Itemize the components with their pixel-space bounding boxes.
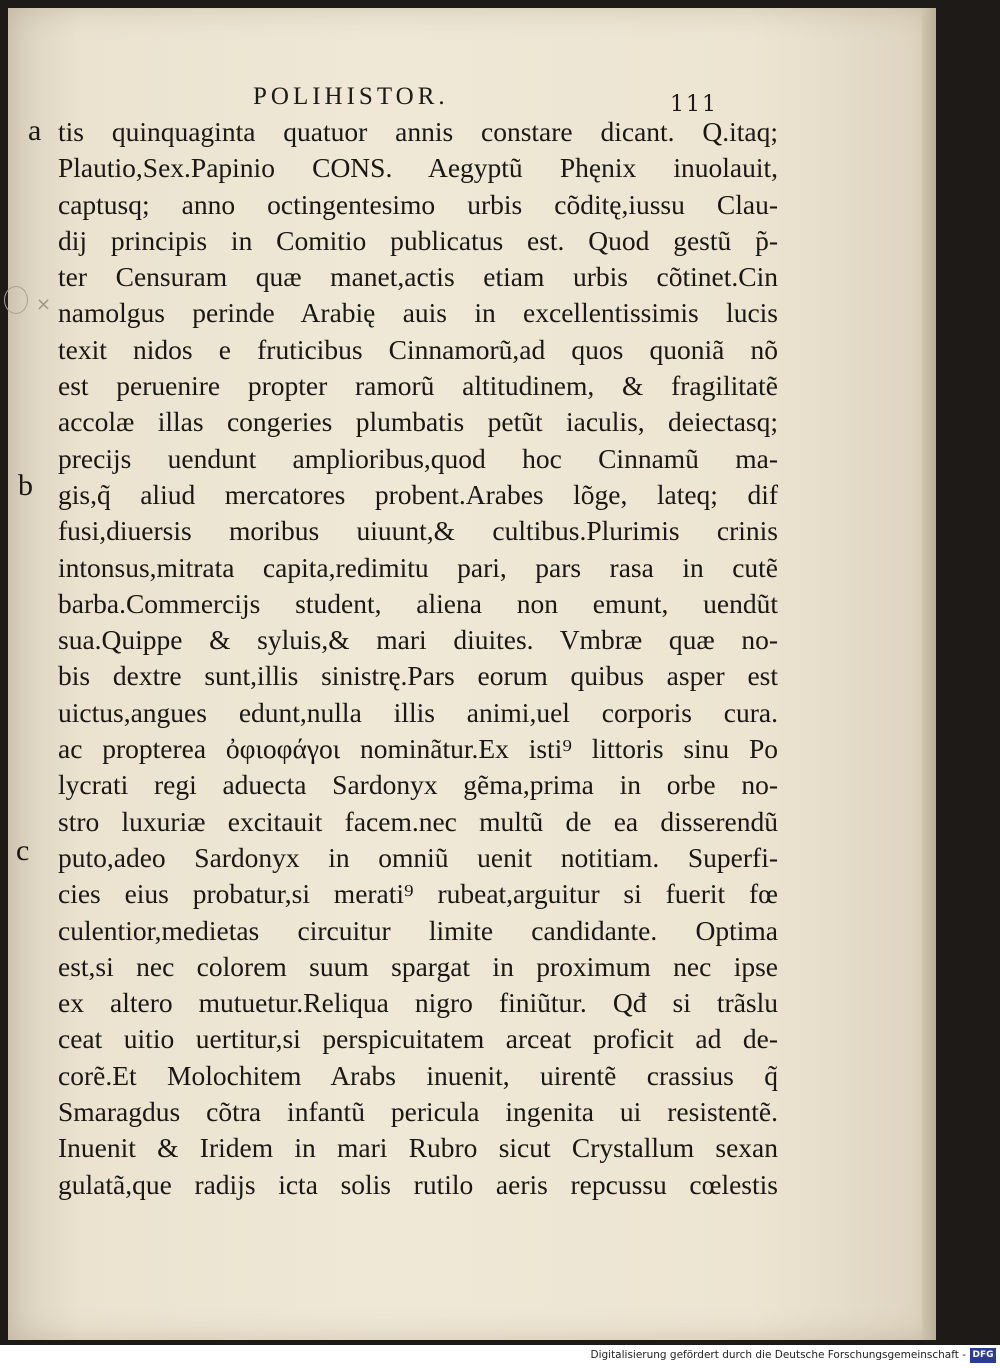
text-line: bis dextre sunt,illis sinistrę.Pars eorum quibus asper est	[58, 660, 778, 692]
text-line: Plautio,Sex.Papinio CONS. Aegyptũ Phęnix inuolauit,	[58, 152, 778, 184]
text-line: corẽ.Et Molochitem Arabs inuenit, uirentẽ crassius q̃	[58, 1059, 778, 1091]
pencil-circle-mark	[4, 286, 28, 314]
pencil-cross-mark: ×	[36, 294, 52, 315]
text-line: est,si nec colorem suum spargat in proximum nec ipse	[58, 950, 778, 982]
margin-letter-b: b	[18, 469, 33, 502]
text-line: texit nidos e fruticibus Cinnamorũ,ad quos quoniã nõ	[58, 333, 778, 365]
text-line: est peruenire propter ramorũ altitudinem, & fragilitatẽ	[58, 370, 778, 402]
text-line: ter Censuram quæ manet,actis etiam urbis cõtinet.Cin	[58, 261, 778, 293]
text-line: stro luxuriæ excitauit facem.nec multũ de ea disserendũ	[58, 805, 778, 837]
folio-number: 111	[670, 92, 718, 117]
text-line: ex altero mutuetur.Reliqua nigro finiũtur. Qđ si trãslu	[58, 987, 778, 1019]
text-line: Inuenit & Iridem in mari Rubro sicut Crystallum sexan	[58, 1132, 778, 1164]
text-line: gulatã,que radijs icta solis rutilo aeris repcussu cœlestis	[58, 1168, 778, 1200]
margin-letter-c: c	[16, 834, 30, 867]
text-line: Smaragdus cõtra infantũ pericula ingenita ui resistentẽ.	[58, 1096, 778, 1128]
margin-letter-a: a	[28, 114, 42, 147]
text-line: intonsus,mitrata capita,redimitu pari, pars rasa in cutẽ	[58, 551, 778, 583]
text-line: culentior,medietas circuitur limite candidante. Optima	[58, 914, 778, 946]
book-page	[8, 8, 936, 1340]
text-line: fusi,diuersis moribus uiuunt,& cultibus.Plurimis crinis	[58, 515, 778, 547]
text-line: sua.Quippe & syluis,& mari diuites. Vmbræ quæ no-	[58, 624, 778, 656]
body-text	[58, 114, 778, 1203]
text-line: precijs uendunt amplioribus,quod hoc Cinnamũ ma-	[58, 442, 778, 474]
text-line: lycrati regi aduecta Sardonyx gẽma,prima in orbe no-	[58, 769, 778, 801]
page-edge	[922, 8, 936, 1340]
text-line: gis,q̃ aliud mercatores probent.Arabes lõge, lateq; dif	[58, 478, 778, 510]
text-line: dij principis in Comitio publicatus est. Quod gestũ p̃-	[58, 224, 778, 256]
text-line: barba.Commercijs student, aliena non emunt, uendũt	[58, 587, 778, 619]
footer-credit: Digitalisierung gefördert durch die Deutsche Forschungsgemeinschaft -	[590, 1349, 966, 1361]
text-line: cies eius probatur,si merati⁹ rubeat,arguitur si fuerit fœ	[58, 878, 778, 910]
text-line: accolæ illas congeries plumbatis petũt iaculis, deiectasq;	[58, 406, 778, 438]
running-title: POLIHISTOR.	[253, 83, 449, 110]
text-line: ceat uitio uertitur,si perspicuitatem arceat proficit ad de-	[58, 1023, 778, 1055]
text-line: tis quinquaginta quatuor annis constare dicant. Q.itaq;	[58, 116, 778, 147]
dfg-logo: DFG	[970, 1348, 996, 1363]
text-line: uictus,angues edunt,nulla illis animi,uel corporis cura.	[58, 696, 778, 728]
text-line: ac propterea ὀφιοφάγοι nominãtur.Ex isti⁹ littoris sinu Po	[58, 733, 778, 765]
text-line: puto,adeo Sardonyx in omniũ uenit notitiam. Superfi-	[58, 841, 778, 873]
text-line: captusq; anno octingentesimo urbis cõditę,iussu Clau-	[58, 188, 778, 220]
text-line: namolgus perinde Arabię auis in excellentissimis lucis	[58, 297, 778, 329]
